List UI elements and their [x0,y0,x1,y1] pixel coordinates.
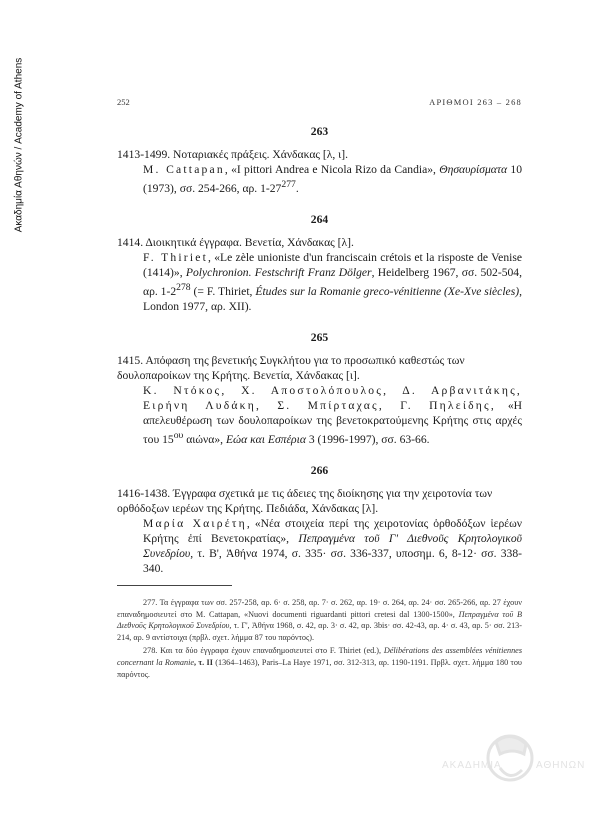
logo-right-text: ΑΘΗΝΩΝ [536,760,586,771]
entry-reference [117,383,522,447]
academy-logo-icon [440,728,586,798]
footnote-text: 277. Τα έγγραφα των σσ. 257-258, αρ. 6· σ. 258, αρ. 7· σ. 262, αρ. 19· σ. 264, αρ. 24· σσ. 265-266, αρ. 27 έχουν επαναδημοσιευτεί στο M. Cattapan, «Nuovi documenti riguardanti pittori cretesi dal 1300-1500», [117,598,522,619]
footnote-title: Délibérations des assemblées vénitiennes concernant la Romanie [117,646,522,667]
athena-head-icon [488,736,532,780]
reference-text: , «Η απελευθέρωση των δουλοπαροίκων της βενετοκρατούμενης Κρήτης στις αρχές του 15 [143,398,523,446]
reference-text: , «Νέα στοιχεία περί της χειροτονίας ὀρθοδόξων ἱερέων Κρήτης ἐπί Βενετοκρατίας», [143,516,522,545]
footnote-title: Πεπραγμένα τοῦ Β Διεθνοῦς Κρητολογικοῦ Συνεδρίου [117,609,523,631]
journal-title: Polychronion. Festschrift Franz Dölger [185,265,372,279]
footnote-marker: 278 [176,281,191,293]
reference-text: , «Le zèle unioniste d'un franciscain crétois et la risposte de Venise (1414)», [143,250,522,279]
entry-number: 266 [310,463,329,477]
running-title: ΑΡΙΘΜΟΙ 263 – 268 [429,97,522,107]
footnote-rule [117,585,232,586]
journal-title: Θησαυρίσματα [439,163,508,176]
footnote-text: 278. Και τα δύο έγγραφα έχουν επαναδημοσιευτεί στο F. Thiriet (ed.), [143,646,384,656]
side-watermark [12,40,26,250]
reference-text: 3 (1996-1997), σσ. 63-66. [305,432,430,446]
reference-text: αιώνα», [183,432,226,446]
reference-text: , Heidelberg 1967, σσ. 502-504, αρ. 1-2 [143,265,522,298]
reference-text: , «I pittori Andrea e Nicola Rizo da Candia», [224,163,440,176]
entry-heading: 1415. Απόφαση της βενετικής Συγκλήτου για το προσωπικό καθεστώς των δουλοπαροίκων της Κρήτης. Βενετία, Χάνδακας [ι]. [117,353,465,382]
entry-heading: 1414. Διοικητικά έγγραφα. Βενετία, Χάνδακας [λ]. [117,235,354,249]
author-name: Κ. Ντόκος, Χ. Αποστολόπουλος, Δ. Αρβανιτάκης, Ειρήνη Λυδάκη, Σ. Μπίρταχας, Γ. Πηλείδης [143,383,522,412]
entry-reference [117,250,522,314]
footnotes [117,597,522,682]
entry-reference [117,162,522,196]
author-name: M. Cattapan [143,163,225,176]
entry-number: 263 [310,125,329,138]
journal-title: Εώα και Εσπέρια [225,432,306,446]
entry-number: 264 [310,212,329,226]
footnote-text: , τ. Γ', Ἀθήνα 1968, σ. 42, αρ. 3· σ. 42, αρ. 3bis· σσ. 42-43, αρ. 4· σ. 43, αρ. 5· σσ. 213-214, αρ. 9 αντίστοιχα (πρβλ. σχετ. λήμμα 87 του παρόντος). [117,621,522,642]
entry-reference [117,516,522,576]
footnote-text: (1364–1463), Paris–La Haye 1971, σσ. 312-313, αρ. 1190-1191. Πρβλ. σχετ. λήμμα 180 του παρόντος. [117,657,522,679]
footnote-278 [117,645,522,680]
entry-264 [117,212,522,314]
reference-text: , London 1977, αρ. XII). [143,284,522,313]
academy-logo [440,728,586,798]
author-name: F. Thiriet [143,250,209,264]
footnote-277 [117,597,522,643]
entry-heading: 1416-1438. Έγγραφα σχετικά με τις άδειες της διοίκησης για την χειροτονία των ορθόδοξων ιερέων της Κρήτης. Πεδιάδα, Χάνδακας [λ]. [117,486,493,515]
page-number: 252 [117,97,130,107]
main-text [117,124,522,592]
entry-number: 265 [310,330,329,344]
running-header [117,97,522,111]
entry-heading: 1413-1499. Νοταριακές πράξεις. Χάνδακας [λ, ι]. [117,148,349,161]
reference-text: . [295,181,299,195]
footnote-volume: , τ. II [193,657,213,667]
entry-263 [117,124,522,196]
logo-left-text: ΑΚΑΔΗΜΙΑ [442,760,502,771]
reference-text: (= F. Thiriet, [190,284,256,298]
author-name: Μαρία Χαιρέτη [143,516,247,530]
entry-265 [117,330,522,447]
reference-text: 10 (1973), σσ. 254-266, αρ. 1-27 [143,163,522,195]
side-watermark-text: Ακαδημία Αθηνών / Academy of Athens [13,57,25,233]
reference-text: , τ. Β', Ἀθήνα 1974, σ. 335· σσ. 336-337, υποσημ. 6, 8-12· σσ. 338-340. [143,546,522,575]
entry-266 [117,463,522,576]
journal-title: Πεπραγμένα τοῦ Γ' Διεθνοῦς Κρητολογικοῦ Συνεδρίου [143,531,522,560]
footnote-marker: 277 [281,179,296,190]
superscript: ου [173,429,184,441]
book-title: Études sur la Romanie greco-vénitienne (Xe-Xve siècles) [255,284,520,298]
